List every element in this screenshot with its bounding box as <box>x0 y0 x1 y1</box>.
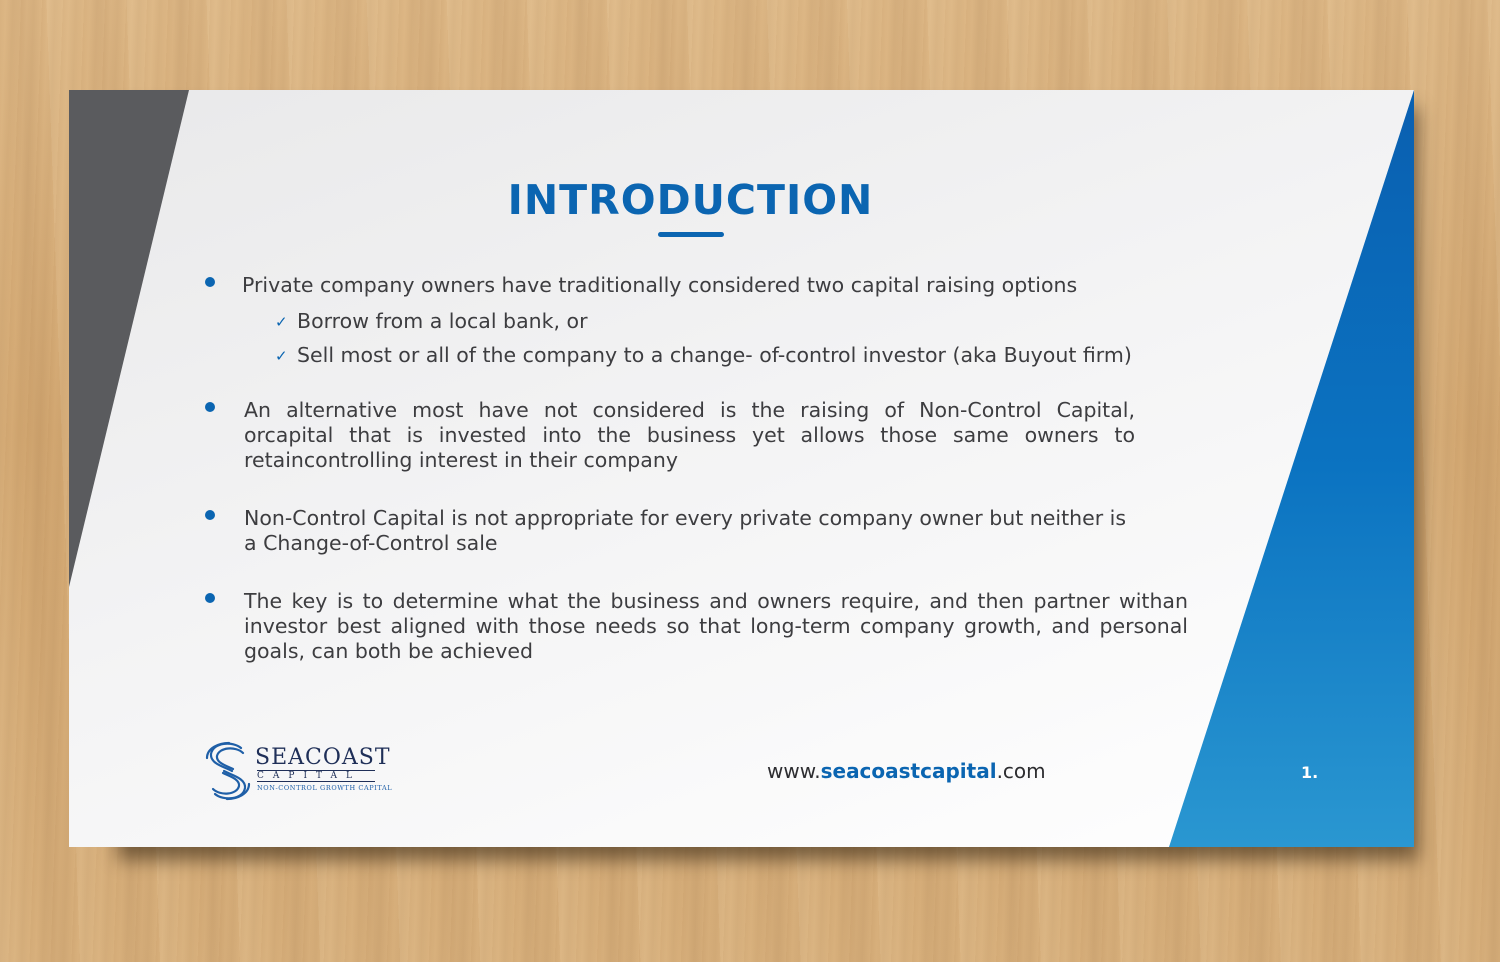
bullet-text-1: Private company owners have traditionally considered two capital raising options <box>242 273 1078 297</box>
bullet-dot <box>205 277 215 287</box>
url-suffix: .com <box>996 759 1046 783</box>
page-number: 1. <box>1301 763 1319 782</box>
subitem-text-1: Borrow from a local bank, or <box>297 309 588 333</box>
slide-title: INTRODUCTION <box>507 176 874 224</box>
seacoast-logo <box>205 740 393 804</box>
footer-website[interactable] <box>767 759 1046 783</box>
url-prefix: www. <box>767 759 821 783</box>
bullet-text-3: Non-Control Capital is not appropriate for every private company owner but neither is a Change-of-Control sale <box>244 506 1127 555</box>
title-underline <box>658 232 724 237</box>
logo-name: SEACOAST <box>255 745 391 770</box>
check-icon: ✓ <box>275 347 288 365</box>
bullet-dot <box>205 593 215 603</box>
slide <box>69 90 1414 847</box>
bullet-text-4: The key is to determine what the business and owners require, and then partner withan investor best aligned with those needs so that long-term company growth, and personal goals, can both be achieved <box>244 589 1188 663</box>
url-brand: seacoastcapital <box>820 759 997 783</box>
logo-tagline: NON-CONTROL GROWTH CAPITAL <box>257 784 393 792</box>
bullet-dot <box>205 510 215 520</box>
bullet-dot <box>205 402 215 412</box>
logo-mark-icon <box>205 740 251 802</box>
subitem-text-2: Sell most or all of the company to a change- of-control investor (aka Buyout firm) <box>297 343 1132 367</box>
bullet-text-2: An alternative most have not considered is the raising of Non-Control Capital, orcapital that is invested into the business yet allows those same owners to retaincontrolling interest in their company <box>244 398 1135 472</box>
logo-sub: CAPITAL <box>257 770 375 782</box>
check-icon: ✓ <box>275 313 288 331</box>
